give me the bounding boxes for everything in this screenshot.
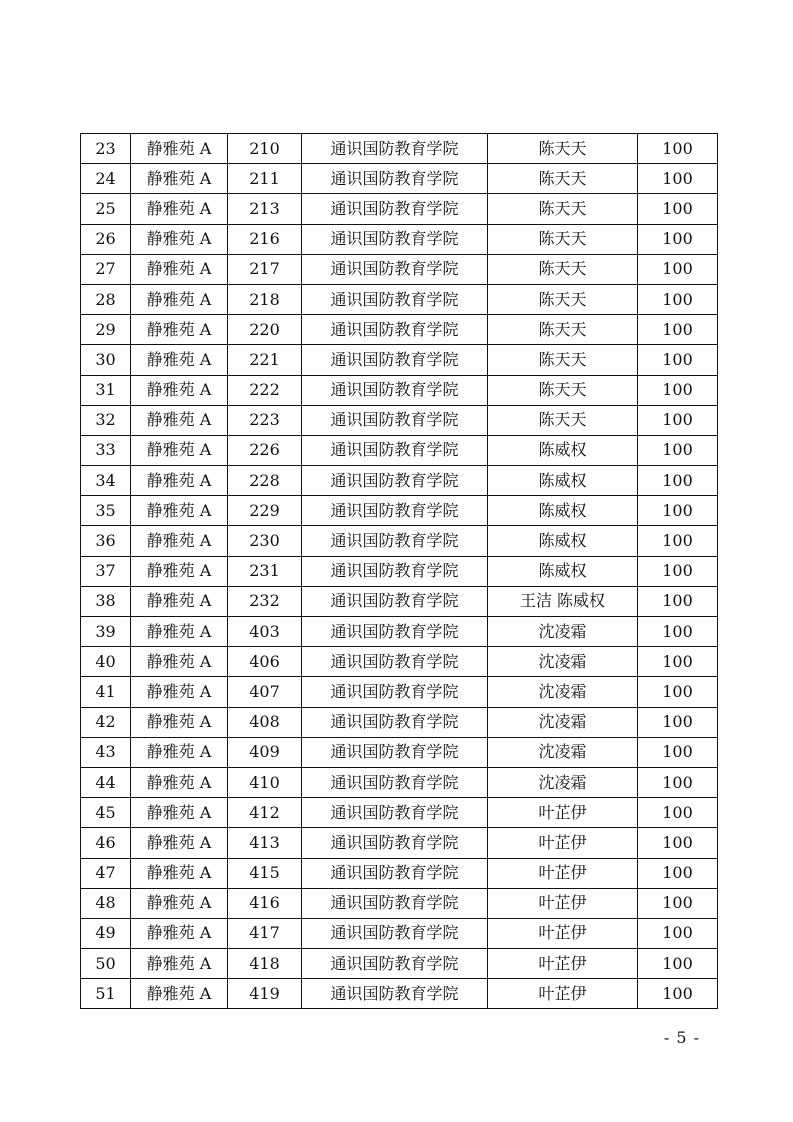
manager-cell: 陈天天 (488, 284, 638, 314)
college-cell: 通识国防教育学院 (302, 254, 488, 284)
building-cell: 静雅苑 A (131, 767, 228, 797)
room-number-cell: 415 (228, 858, 302, 888)
table-row (81, 134, 718, 164)
college-cell: 通识国防教育学院 (302, 375, 488, 405)
row-number-cell: 48 (81, 888, 131, 918)
building-cell: 静雅苑 A (131, 224, 228, 254)
score-cell: 100 (638, 737, 718, 767)
score-cell: 100 (638, 949, 718, 979)
table-row (81, 737, 718, 767)
college-cell: 通识国防教育学院 (302, 828, 488, 858)
manager-cell: 陈威权 (488, 526, 638, 556)
college-cell: 通识国防教育学院 (302, 737, 488, 767)
building-cell: 静雅苑 A (131, 254, 228, 284)
row-number-cell: 26 (81, 224, 131, 254)
score-cell: 100 (638, 345, 718, 375)
manager-cell: 陈天天 (488, 254, 638, 284)
college-cell: 通识国防教育学院 (302, 556, 488, 586)
room-number-cell: 228 (228, 466, 302, 496)
room-number-cell: 213 (228, 194, 302, 224)
score-cell: 100 (638, 828, 718, 858)
table-row (81, 949, 718, 979)
room-number-cell: 220 (228, 315, 302, 345)
building-cell: 静雅苑 A (131, 405, 228, 435)
manager-cell: 陈天天 (488, 224, 638, 254)
college-cell: 通识国防教育学院 (302, 435, 488, 465)
score-cell: 100 (638, 466, 718, 496)
row-number-cell: 34 (81, 466, 131, 496)
manager-cell: 叶芷伊 (488, 918, 638, 948)
row-number-cell: 33 (81, 435, 131, 465)
score-cell: 100 (638, 888, 718, 918)
score-cell: 100 (638, 375, 718, 405)
college-cell: 通识国防教育学院 (302, 798, 488, 828)
score-cell: 100 (638, 647, 718, 677)
score-cell: 100 (638, 405, 718, 435)
room-number-cell: 217 (228, 254, 302, 284)
building-cell: 静雅苑 A (131, 134, 228, 164)
building-cell: 静雅苑 A (131, 435, 228, 465)
row-number-cell: 50 (81, 949, 131, 979)
college-cell: 通识国防教育学院 (302, 586, 488, 616)
building-cell: 静雅苑 A (131, 315, 228, 345)
row-number-cell: 29 (81, 315, 131, 345)
building-cell: 静雅苑 A (131, 526, 228, 556)
manager-cell: 陈威权 (488, 466, 638, 496)
building-cell: 静雅苑 A (131, 798, 228, 828)
room-number-cell: 216 (228, 224, 302, 254)
building-cell: 静雅苑 A (131, 194, 228, 224)
college-cell: 通识国防教育学院 (302, 677, 488, 707)
building-cell: 静雅苑 A (131, 858, 228, 888)
room-number-cell: 226 (228, 435, 302, 465)
score-cell: 100 (638, 767, 718, 797)
row-number-cell: 51 (81, 979, 131, 1009)
college-cell: 通识国防教育学院 (302, 918, 488, 948)
manager-cell: 陈天天 (488, 315, 638, 345)
table-body (81, 134, 718, 1009)
room-number-cell: 218 (228, 284, 302, 314)
table-row (81, 647, 718, 677)
building-cell: 静雅苑 A (131, 496, 228, 526)
manager-cell: 陈天天 (488, 194, 638, 224)
manager-cell: 陈天天 (488, 405, 638, 435)
manager-cell: 沈凌霜 (488, 767, 638, 797)
college-cell: 通识国防教育学院 (302, 284, 488, 314)
row-number-cell: 38 (81, 586, 131, 616)
college-cell: 通识国防教育学院 (302, 224, 488, 254)
table-row (81, 979, 718, 1009)
manager-cell: 陈天天 (488, 134, 638, 164)
score-cell: 100 (638, 164, 718, 194)
room-number-cell: 223 (228, 405, 302, 435)
table-row (81, 586, 718, 616)
room-number-cell: 408 (228, 707, 302, 737)
row-number-cell: 37 (81, 556, 131, 586)
table-row (81, 496, 718, 526)
college-cell: 通识国防教育学院 (302, 345, 488, 375)
manager-cell: 沈凌霜 (488, 617, 638, 647)
table-row (81, 435, 718, 465)
score-cell: 100 (638, 284, 718, 314)
table-row (81, 858, 718, 888)
building-cell: 静雅苑 A (131, 164, 228, 194)
table-row (81, 315, 718, 345)
manager-cell: 叶芷伊 (488, 949, 638, 979)
room-number-cell: 222 (228, 375, 302, 405)
score-cell: 100 (638, 858, 718, 888)
college-cell: 通识国防教育学院 (302, 858, 488, 888)
dormitory-score-table (80, 133, 718, 1009)
building-cell: 静雅苑 A (131, 345, 228, 375)
manager-cell: 陈天天 (488, 375, 638, 405)
manager-cell: 沈凌霜 (488, 707, 638, 737)
score-cell: 100 (638, 677, 718, 707)
college-cell: 通识国防教育学院 (302, 526, 488, 556)
row-number-cell: 24 (81, 164, 131, 194)
row-number-cell: 44 (81, 767, 131, 797)
score-cell: 100 (638, 918, 718, 948)
row-number-cell: 30 (81, 345, 131, 375)
score-cell: 100 (638, 315, 718, 345)
table-row (81, 194, 718, 224)
room-number-cell: 230 (228, 526, 302, 556)
table-row (81, 918, 718, 948)
building-cell: 静雅苑 A (131, 617, 228, 647)
college-cell: 通识国防教育学院 (302, 767, 488, 797)
score-cell: 100 (638, 435, 718, 465)
college-cell: 通识国防教育学院 (302, 134, 488, 164)
row-number-cell: 45 (81, 798, 131, 828)
manager-cell: 叶芷伊 (488, 858, 638, 888)
table-row (81, 767, 718, 797)
score-cell: 100 (638, 194, 718, 224)
score-cell: 100 (638, 617, 718, 647)
row-number-cell: 43 (81, 737, 131, 767)
row-number-cell: 47 (81, 858, 131, 888)
manager-cell: 陈威权 (488, 556, 638, 586)
table-row (81, 375, 718, 405)
row-number-cell: 39 (81, 617, 131, 647)
college-cell: 通识国防教育学院 (302, 707, 488, 737)
building-cell: 静雅苑 A (131, 949, 228, 979)
row-number-cell: 40 (81, 647, 131, 677)
row-number-cell: 46 (81, 828, 131, 858)
manager-cell: 沈凌霜 (488, 647, 638, 677)
college-cell: 通识国防教育学院 (302, 496, 488, 526)
score-cell: 100 (638, 224, 718, 254)
manager-cell: 叶芷伊 (488, 979, 638, 1009)
college-cell: 通识国防教育学院 (302, 164, 488, 194)
table-row (81, 888, 718, 918)
college-cell: 通识国防教育学院 (302, 949, 488, 979)
page-number: - 5 - (663, 1028, 700, 1047)
college-cell: 通识国防教育学院 (302, 405, 488, 435)
room-number-cell: 418 (228, 949, 302, 979)
room-number-cell: 403 (228, 617, 302, 647)
row-number-cell: 49 (81, 918, 131, 948)
manager-cell: 陈威权 (488, 496, 638, 526)
table-row (81, 798, 718, 828)
room-number-cell: 412 (228, 798, 302, 828)
manager-cell: 叶芷伊 (488, 828, 638, 858)
room-number-cell: 413 (228, 828, 302, 858)
manager-cell: 陈威权 (488, 435, 638, 465)
manager-cell: 叶芷伊 (488, 888, 638, 918)
college-cell: 通识国防教育学院 (302, 979, 488, 1009)
building-cell: 静雅苑 A (131, 466, 228, 496)
table-row (81, 224, 718, 254)
score-cell: 100 (638, 556, 718, 586)
score-cell: 100 (638, 586, 718, 616)
score-cell: 100 (638, 254, 718, 284)
college-cell: 通识国防教育学院 (302, 194, 488, 224)
college-cell: 通识国防教育学院 (302, 466, 488, 496)
table-row (81, 345, 718, 375)
building-cell: 静雅苑 A (131, 979, 228, 1009)
row-number-cell: 31 (81, 375, 131, 405)
room-number-cell: 210 (228, 134, 302, 164)
building-cell: 静雅苑 A (131, 888, 228, 918)
college-cell: 通识国防教育学院 (302, 647, 488, 677)
table-row (81, 284, 718, 314)
college-cell: 通识国防教育学院 (302, 617, 488, 647)
table-row (81, 466, 718, 496)
score-cell: 100 (638, 134, 718, 164)
table-row (81, 556, 718, 586)
table-row (81, 828, 718, 858)
row-number-cell: 41 (81, 677, 131, 707)
room-number-cell: 231 (228, 556, 302, 586)
building-cell: 静雅苑 A (131, 586, 228, 616)
room-number-cell: 229 (228, 496, 302, 526)
room-number-cell: 416 (228, 888, 302, 918)
score-cell: 100 (638, 526, 718, 556)
row-number-cell: 28 (81, 284, 131, 314)
table-row (81, 254, 718, 284)
table-row (81, 617, 718, 647)
building-cell: 静雅苑 A (131, 647, 228, 677)
row-number-cell: 25 (81, 194, 131, 224)
score-cell: 100 (638, 979, 718, 1009)
score-cell: 100 (638, 496, 718, 526)
score-cell: 100 (638, 798, 718, 828)
room-number-cell: 407 (228, 677, 302, 707)
score-cell: 100 (638, 707, 718, 737)
college-cell: 通识国防教育学院 (302, 315, 488, 345)
manager-cell: 沈凌霜 (488, 737, 638, 767)
manager-cell: 沈凌霜 (488, 677, 638, 707)
manager-cell: 王洁 陈威权 (488, 586, 638, 616)
room-number-cell: 221 (228, 345, 302, 375)
college-cell: 通识国防教育学院 (302, 888, 488, 918)
table-row (81, 164, 718, 194)
room-number-cell: 406 (228, 647, 302, 677)
room-number-cell: 417 (228, 918, 302, 948)
row-number-cell: 32 (81, 405, 131, 435)
row-number-cell: 42 (81, 707, 131, 737)
row-number-cell: 23 (81, 134, 131, 164)
table-row (81, 526, 718, 556)
room-number-cell: 211 (228, 164, 302, 194)
row-number-cell: 35 (81, 496, 131, 526)
building-cell: 静雅苑 A (131, 556, 228, 586)
building-cell: 静雅苑 A (131, 918, 228, 948)
table-row (81, 707, 718, 737)
building-cell: 静雅苑 A (131, 828, 228, 858)
row-number-cell: 27 (81, 254, 131, 284)
table-row (81, 405, 718, 435)
building-cell: 静雅苑 A (131, 677, 228, 707)
room-number-cell: 410 (228, 767, 302, 797)
building-cell: 静雅苑 A (131, 284, 228, 314)
manager-cell: 陈天天 (488, 164, 638, 194)
row-number-cell: 36 (81, 526, 131, 556)
building-cell: 静雅苑 A (131, 707, 228, 737)
manager-cell: 陈天天 (488, 345, 638, 375)
room-number-cell: 232 (228, 586, 302, 616)
room-number-cell: 409 (228, 737, 302, 767)
building-cell: 静雅苑 A (131, 737, 228, 767)
room-number-cell: 419 (228, 979, 302, 1009)
building-cell: 静雅苑 A (131, 375, 228, 405)
table-row (81, 677, 718, 707)
manager-cell: 叶芷伊 (488, 798, 638, 828)
